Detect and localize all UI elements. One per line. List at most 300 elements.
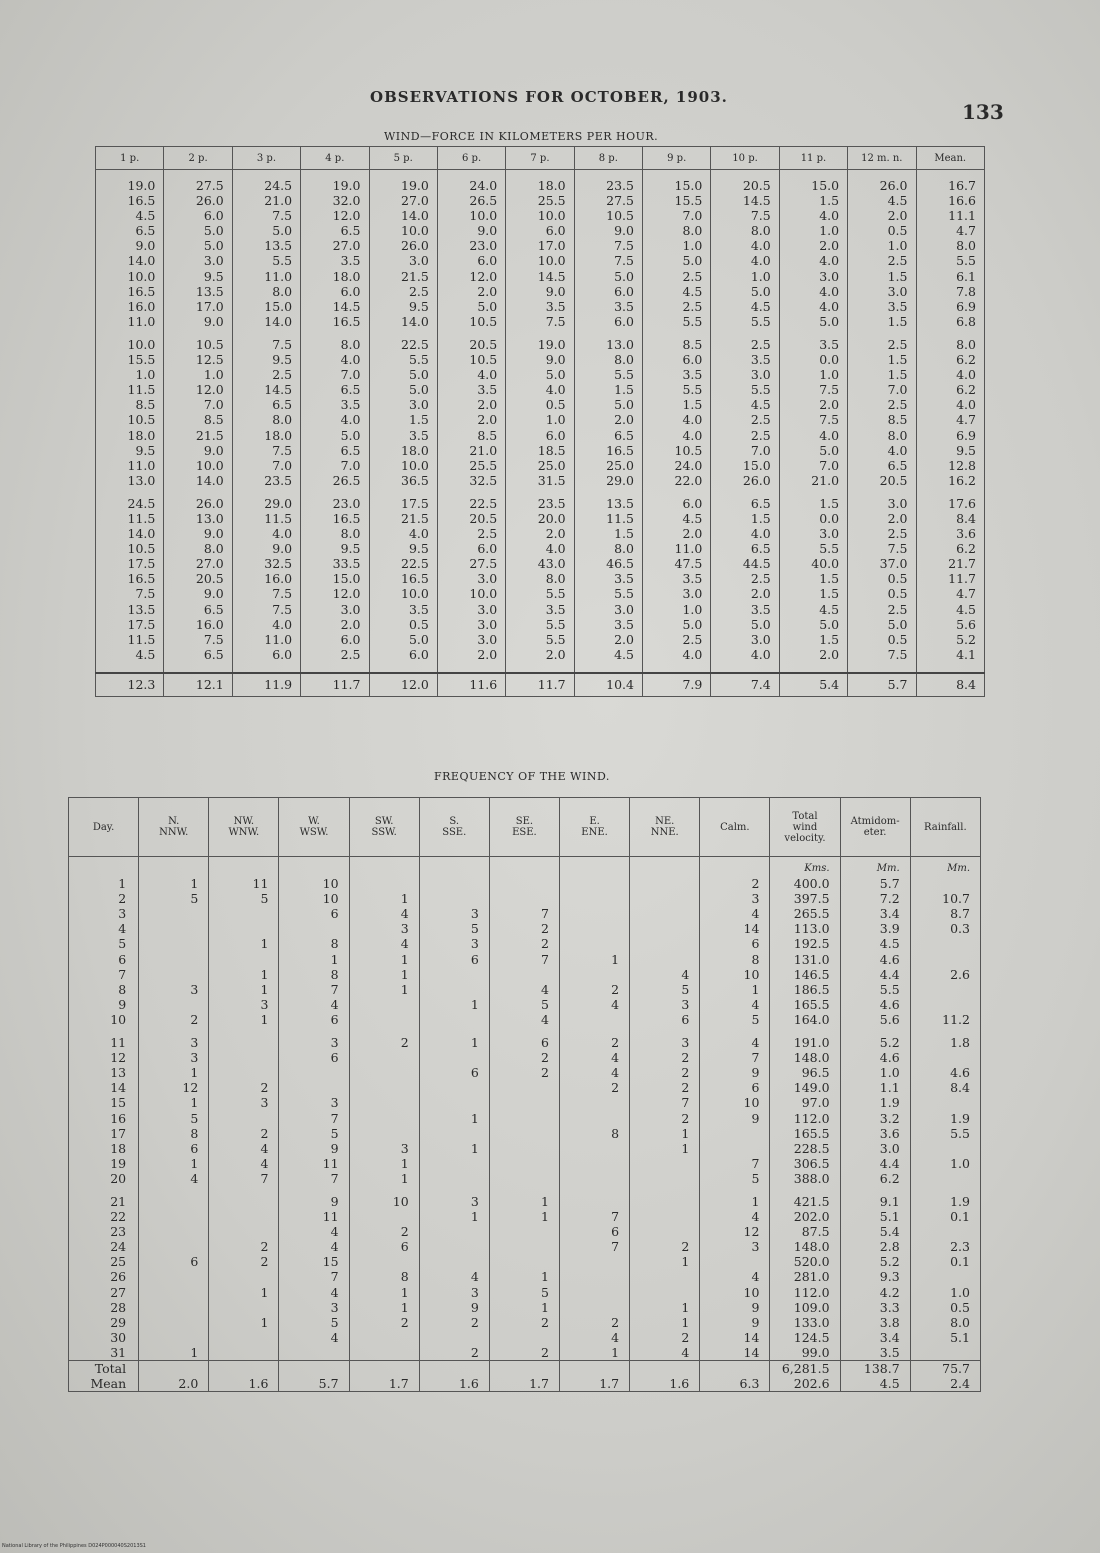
- frequency-cell: 9.1: [840, 1186, 910, 1209]
- wind-force-cell: 8.5: [643, 329, 711, 352]
- frequency-cell: 3.0: [840, 1141, 910, 1156]
- frequency-cell: [489, 1126, 559, 1141]
- frequency-unit-cell: [489, 857, 559, 877]
- wind-force-cell: 19.0: [369, 170, 437, 194]
- frequency-day-cell: 21: [69, 1186, 139, 1209]
- wind-force-cell: 23.0: [301, 488, 369, 511]
- wind-frequency-body: [69, 857, 981, 1392]
- wind-force-cell: 1.0: [643, 238, 711, 253]
- wind-force-row: [96, 223, 985, 238]
- frequency-cell: 4: [349, 906, 419, 921]
- frequency-row: [69, 1095, 981, 1110]
- wind-force-cell: 3.0: [711, 367, 779, 382]
- frequency-cell: 2.8: [840, 1239, 910, 1254]
- wind-force-cell: 4.0: [848, 443, 916, 458]
- frequency-cell: 133.0: [770, 1315, 840, 1330]
- frequency-cell: 1: [279, 952, 349, 967]
- frequency-day-cell: Mean: [69, 1376, 139, 1392]
- frequency-cell: 1.0: [910, 1156, 980, 1171]
- frequency-column-header: [139, 798, 209, 857]
- wind-force-mean-cell: 7.9: [643, 673, 711, 697]
- wind-force-cell: 2.0: [437, 397, 505, 412]
- wind-force-cell: 10.0: [369, 223, 437, 238]
- wind-force-cell: 9.0: [164, 526, 232, 541]
- frequency-cell: [419, 1050, 489, 1065]
- frequency-row: [69, 1050, 981, 1065]
- frequency-column-header: [419, 798, 489, 857]
- wind-force-cell: 12.8: [916, 458, 985, 473]
- frequency-cell: 5: [489, 1285, 559, 1300]
- frequency-cell: 4: [559, 1065, 629, 1080]
- frequency-cell: [209, 1111, 279, 1126]
- wind-force-cell: 1.5: [779, 488, 847, 511]
- frequency-cell: [349, 1012, 419, 1027]
- frequency-row: [69, 936, 981, 951]
- frequency-cell: 8: [700, 952, 770, 967]
- frequency-cell: 4: [630, 1345, 700, 1361]
- wind-force-cell: 6.0: [643, 488, 711, 511]
- wind-force-row: [96, 428, 985, 443]
- wind-force-cell: 1.5: [848, 269, 916, 284]
- wind-force-cell: 5.0: [164, 223, 232, 238]
- wind-force-row: [96, 314, 985, 329]
- wind-force-cell: 3.5: [848, 299, 916, 314]
- frequency-cell: [139, 936, 209, 951]
- wind-force-cell: 16.0: [164, 617, 232, 632]
- wind-force-row: [96, 511, 985, 526]
- frequency-cell: [209, 1269, 279, 1284]
- wind-force-cell: 3.0: [711, 632, 779, 647]
- frequency-cell: [209, 1224, 279, 1239]
- frequency-cell: [910, 1269, 980, 1284]
- frequency-cell: 3: [630, 1027, 700, 1050]
- wind-force-row: [96, 617, 985, 632]
- frequency-cell: 7: [279, 1269, 349, 1284]
- wind-force-body: [96, 170, 985, 697]
- wind-force-cell: 6.5: [164, 647, 232, 673]
- frequency-cell: 10: [349, 1186, 419, 1209]
- frequency-cell: 1.1: [840, 1080, 910, 1095]
- wind-force-mean-cell: 11.7: [506, 673, 574, 697]
- frequency-cell: [559, 1186, 629, 1209]
- wind-force-cell: 14.0: [164, 473, 232, 488]
- frequency-cell: 4: [279, 1239, 349, 1254]
- frequency-cell: 9.3: [840, 1269, 910, 1284]
- wind-force-cell: 13.5: [574, 488, 642, 511]
- frequency-cell: 5: [139, 891, 209, 906]
- wind-force-cell: 11.0: [232, 632, 300, 647]
- wind-force-cell: 10.5: [96, 541, 164, 556]
- frequency-cell: 6: [489, 1027, 559, 1050]
- frequency-cell: [630, 876, 700, 891]
- frequency-cell: 2: [559, 1027, 629, 1050]
- frequency-cell: 8.0: [910, 1315, 980, 1330]
- frequency-cell: 2: [349, 1027, 419, 1050]
- frequency-header-line: ESE.: [512, 827, 537, 838]
- frequency-cell: [349, 1330, 419, 1345]
- wind-force-cell: 9.0: [232, 541, 300, 556]
- frequency-cell: 1: [419, 1111, 489, 1126]
- frequency-cell: [910, 876, 980, 891]
- wind-force-cell: 20.5: [437, 329, 505, 352]
- frequency-header-line: SSW.: [371, 827, 397, 838]
- wind-force-cell: 11.5: [96, 382, 164, 397]
- frequency-cell: 6: [419, 1065, 489, 1080]
- frequency-cell: [489, 1095, 559, 1110]
- frequency-day-cell: 9: [69, 997, 139, 1012]
- wind-force-cell: 10.5: [96, 412, 164, 427]
- frequency-cell: 186.5: [770, 982, 840, 997]
- frequency-cell: 1: [209, 982, 279, 997]
- wind-force-cell: 4.5: [643, 511, 711, 526]
- wind-force-cell: 3.0: [574, 602, 642, 617]
- frequency-header-line: Day.: [92, 821, 115, 833]
- frequency-cell: 3: [139, 982, 209, 997]
- wind-force-cell: 1.0: [779, 367, 847, 382]
- wind-force-cell: 3.5: [437, 382, 505, 397]
- frequency-cell: 2: [630, 1111, 700, 1126]
- wind-force-cell: 15.0: [232, 299, 300, 314]
- frequency-unit-cell: [419, 857, 489, 877]
- frequency-row: [69, 1186, 981, 1209]
- wind-force-cell: 11.5: [574, 511, 642, 526]
- wind-force-cell: 6.5: [232, 397, 300, 412]
- wind-force-cell: 6.5: [301, 223, 369, 238]
- frequency-cell: 6: [419, 952, 489, 967]
- frequency-cell: [559, 1361, 629, 1377]
- frequency-cell: 1: [630, 1126, 700, 1141]
- wind-force-cell: 11.1: [916, 208, 985, 223]
- frequency-cell: 7: [559, 1209, 629, 1224]
- wind-force-cell: 5.0: [848, 617, 916, 632]
- wind-force-cell: 4.0: [711, 647, 779, 673]
- wind-force-cell: 4.0: [779, 253, 847, 268]
- frequency-cell: [559, 1300, 629, 1315]
- wind-force-cell: 4.0: [232, 617, 300, 632]
- wind-force-cell: 4.0: [369, 526, 437, 541]
- wind-force-row: [96, 556, 985, 571]
- wind-force-cell: 1.5: [848, 314, 916, 329]
- frequency-cell: [349, 1080, 419, 1095]
- wind-force-cell: 6.0: [232, 647, 300, 673]
- wind-force-cell: 0.5: [848, 571, 916, 586]
- frequency-cell: 1: [559, 1345, 629, 1361]
- frequency-cell: [489, 967, 559, 982]
- wind-force-cell: 17.0: [164, 299, 232, 314]
- frequency-cell: 3.4: [840, 906, 910, 921]
- wind-force-cell: 3.5: [574, 617, 642, 632]
- wind-force-cell: 14.5: [711, 193, 779, 208]
- wind-force-cell: 1.0: [779, 223, 847, 238]
- frequency-cell: 3: [139, 1050, 209, 1065]
- wind-force-cell: 2.5: [643, 632, 711, 647]
- wind-force-mean-cell: 11.7: [301, 673, 369, 697]
- wind-force-cell: 6.0: [437, 541, 505, 556]
- frequency-cell: [489, 1156, 559, 1171]
- wind-force-cell: 6.0: [574, 314, 642, 329]
- frequency-cell: 2: [489, 936, 559, 951]
- frequency-cell: [419, 876, 489, 891]
- wind-force-cell: 18.0: [301, 269, 369, 284]
- wind-force-cell: 6.0: [369, 647, 437, 673]
- wind-force-cell: 4.0: [643, 647, 711, 673]
- wind-force-cell: 31.5: [506, 473, 574, 488]
- wind-force-cell: 5.5: [506, 632, 574, 647]
- frequency-cell: [630, 1285, 700, 1300]
- wind-force-cell: 2.5: [848, 397, 916, 412]
- wind-force-cell: 2.0: [437, 647, 505, 673]
- wind-force-cell: 0.5: [369, 617, 437, 632]
- frequency-cell: [630, 906, 700, 921]
- frequency-cell: [139, 1315, 209, 1330]
- frequency-cell: 6: [279, 1050, 349, 1065]
- wind-force-cell: 5.0: [164, 238, 232, 253]
- frequency-day-cell: 7: [69, 967, 139, 982]
- frequency-day-cell: 23: [69, 1224, 139, 1239]
- frequency-cell: [910, 1141, 980, 1156]
- frequency-cell: [139, 1186, 209, 1209]
- frequency-cell: 2: [489, 1315, 559, 1330]
- wind-force-cell: 6.0: [574, 284, 642, 299]
- wind-force-cell: 7.5: [574, 253, 642, 268]
- wind-force-mean-cell: 11.9: [232, 673, 300, 697]
- wind-force-cell: 25.5: [437, 458, 505, 473]
- frequency-cell: 2: [559, 982, 629, 997]
- wind-force-cell: 5.5: [643, 382, 711, 397]
- wind-force-cell: 11.0: [232, 269, 300, 284]
- frequency-cell: [700, 1254, 770, 1269]
- frequency-cell: [910, 997, 980, 1012]
- wind-force-column-header: Mean.: [916, 147, 985, 170]
- wind-force-cell: 6.0: [437, 253, 505, 268]
- frequency-cell: [209, 952, 279, 967]
- frequency-row: [69, 1156, 981, 1171]
- wind-force-cell: 7.5: [232, 208, 300, 223]
- wind-force-cell: 9.0: [437, 223, 505, 238]
- wind-force-cell: 13.5: [164, 284, 232, 299]
- frequency-cell: 3: [279, 1300, 349, 1315]
- frequency-cell: 1: [630, 1141, 700, 1156]
- frequency-row: [69, 876, 981, 891]
- frequency-cell: [630, 1209, 700, 1224]
- frequency-cell: 9: [279, 1186, 349, 1209]
- frequency-header-line: wind: [792, 821, 818, 833]
- frequency-cell: [419, 1080, 489, 1095]
- wind-force-cell: 3.5: [369, 428, 437, 443]
- frequency-cell: 8.7: [910, 906, 980, 921]
- frequency-cell: 99.0: [770, 1345, 840, 1361]
- wind-force-cell: 6.0: [506, 428, 574, 443]
- wind-force-cell: 20.5: [437, 511, 505, 526]
- wind-force-cell: 4.0: [711, 238, 779, 253]
- frequency-cell: 165.5: [770, 997, 840, 1012]
- wind-force-cell: 10.0: [369, 586, 437, 601]
- frequency-cell: [910, 1095, 980, 1110]
- wind-force-cell: 5.0: [711, 284, 779, 299]
- wind-force-cell: 24.5: [232, 170, 300, 194]
- frequency-cell: 3.9: [840, 921, 910, 936]
- frequency-cell: 4.6: [840, 952, 910, 967]
- wind-force-cell: 7.5: [848, 541, 916, 556]
- frequency-cell: 1.6: [419, 1376, 489, 1392]
- frequency-cell: 15: [279, 1254, 349, 1269]
- wind-force-cell: 3.5: [369, 602, 437, 617]
- wind-force-column-header: 1 p.: [96, 147, 164, 170]
- wind-force-cell: 6.5: [711, 488, 779, 511]
- frequency-day-cell: 10: [69, 1012, 139, 1027]
- frequency-row: [69, 967, 981, 982]
- frequency-cell: 2: [419, 1315, 489, 1330]
- frequency-cell: [630, 952, 700, 967]
- frequency-cell: 6: [700, 936, 770, 951]
- frequency-day-cell: 27: [69, 1285, 139, 1300]
- wind-force-cell: 10.5: [437, 352, 505, 367]
- wind-force-cell: 27.0: [369, 193, 437, 208]
- frequency-header-line: WNW.: [228, 827, 260, 838]
- frequency-cell: 1: [489, 1186, 559, 1209]
- wind-force-cell: 3.5: [711, 352, 779, 367]
- frequency-cell: [630, 1171, 700, 1186]
- frequency-cell: [209, 906, 279, 921]
- frequency-header-line: WSW.: [299, 827, 329, 838]
- wind-force-cell: 7.0: [779, 458, 847, 473]
- wind-force-cell: 3.5: [643, 367, 711, 382]
- frequency-cell: 4.6: [910, 1065, 980, 1080]
- frequency-unit-cell: Mm.: [910, 857, 980, 877]
- wind-force-cell: 13.0: [574, 329, 642, 352]
- wind-force-cell: 16.6: [916, 193, 985, 208]
- frequency-cell: [489, 1111, 559, 1126]
- frequency-title: FREQUENCY OF THE WIND.: [434, 770, 610, 783]
- wind-force-cell: 23.0: [437, 238, 505, 253]
- wind-force-cell: 8.0: [232, 412, 300, 427]
- frequency-cell: 5.5: [910, 1126, 980, 1141]
- frequency-cell: 3: [419, 1186, 489, 1209]
- frequency-row: [69, 1171, 981, 1186]
- frequency-cell: [139, 921, 209, 936]
- wind-force-cell: 3.0: [164, 253, 232, 268]
- frequency-cell: [209, 1065, 279, 1080]
- frequency-day-cell: 28: [69, 1300, 139, 1315]
- wind-force-cell: 9.0: [574, 223, 642, 238]
- frequency-cell: [209, 1300, 279, 1315]
- frequency-cell: 3.2: [840, 1111, 910, 1126]
- wind-force-cell: 6.5: [301, 382, 369, 397]
- wind-force-cell: 10.5: [643, 443, 711, 458]
- wind-force-cell: 6.0: [164, 208, 232, 223]
- wind-force-cell: 5.5: [574, 367, 642, 382]
- wind-force-row: [96, 602, 985, 617]
- frequency-cell: [419, 1171, 489, 1186]
- frequency-header-line: Rainfall.: [924, 821, 967, 833]
- frequency-row: [69, 1065, 981, 1080]
- wind-force-column-header: 2 p.: [164, 147, 232, 170]
- frequency-cell: [209, 1050, 279, 1065]
- frequency-day-cell: 5: [69, 936, 139, 951]
- frequency-header-line: Calm.: [720, 821, 750, 833]
- wind-force-cell: 22.5: [369, 329, 437, 352]
- frequency-header-line: velocity.: [784, 832, 826, 844]
- wind-force-mean-cell: 10.4: [574, 673, 642, 697]
- frequency-cell: [489, 1224, 559, 1239]
- frequency-column-header: [840, 798, 910, 857]
- wind-force-row: [96, 170, 985, 194]
- wind-force-cell: 3.0: [437, 571, 505, 586]
- frequency-cell: 2: [349, 1224, 419, 1239]
- wind-force-cell: 0.5: [848, 223, 916, 238]
- wind-force-cell: 10.0: [506, 208, 574, 223]
- frequency-cell: [559, 967, 629, 982]
- frequency-cell: 5: [700, 1012, 770, 1027]
- wind-force-cell: 22.0: [643, 473, 711, 488]
- frequency-cell: 9: [700, 1315, 770, 1330]
- wind-force-cell: 2.5: [711, 329, 779, 352]
- wind-force-cell: 10.0: [96, 269, 164, 284]
- frequency-cell: 1: [349, 891, 419, 906]
- frequency-column-header: [700, 798, 770, 857]
- wind-force-cell: 5.6: [916, 617, 985, 632]
- frequency-cell: 5.7: [840, 876, 910, 891]
- frequency-cell: 1: [489, 1300, 559, 1315]
- wind-force-cell: 2.0: [643, 526, 711, 541]
- frequency-cell: 1: [139, 1345, 209, 1361]
- frequency-cell: [559, 876, 629, 891]
- wind-force-cell: 4.5: [916, 602, 985, 617]
- frequency-cell: 1: [349, 1171, 419, 1186]
- frequency-cell: 5.4: [840, 1224, 910, 1239]
- wind-force-cell: 7.0: [301, 367, 369, 382]
- frequency-cell: 4: [700, 1209, 770, 1224]
- frequency-cell: 0.3: [910, 921, 980, 936]
- wind-force-cell: 5.5: [369, 352, 437, 367]
- wind-force-cell: 6.0: [643, 352, 711, 367]
- frequency-cell: 2.3: [910, 1239, 980, 1254]
- wind-force-cell: 2.0: [574, 632, 642, 647]
- frequency-cell: [559, 1095, 629, 1110]
- frequency-cell: 7: [700, 1050, 770, 1065]
- wind-force-cell: 4.0: [779, 428, 847, 443]
- wind-force-cell: 2.0: [301, 617, 369, 632]
- wind-force-cell: 5.5: [643, 314, 711, 329]
- frequency-day-cell: 14: [69, 1080, 139, 1095]
- frequency-cell: 7: [559, 1239, 629, 1254]
- wind-force-cell: 4.0: [643, 412, 711, 427]
- frequency-header-line: NNE.: [650, 827, 679, 838]
- wind-force-cell: 7.5: [232, 602, 300, 617]
- wind-force-cell: 18.0: [96, 428, 164, 443]
- frequency-cell: 4: [700, 997, 770, 1012]
- frequency-cell: 4: [700, 906, 770, 921]
- wind-force-cell: 2.0: [711, 586, 779, 601]
- frequency-day-cell: 1: [69, 876, 139, 891]
- wind-force-cell: 9.5: [164, 269, 232, 284]
- frequency-cell: 1.9: [840, 1095, 910, 1110]
- wind-force-cell: 5.0: [711, 617, 779, 632]
- wind-force-cell: 19.0: [506, 329, 574, 352]
- wind-force-cell: 8.4: [916, 511, 985, 526]
- wind-force-header-row: [96, 147, 985, 170]
- wind-force-cell: 9.0: [164, 314, 232, 329]
- frequency-cell: 165.5: [770, 1126, 840, 1141]
- frequency-cell: 6: [349, 1239, 419, 1254]
- wind-force-cell: 5.0: [369, 382, 437, 397]
- frequency-cell: [349, 1126, 419, 1141]
- wind-force-cell: 5.0: [779, 617, 847, 632]
- wind-force-cell: 15.5: [96, 352, 164, 367]
- frequency-cell: 4: [139, 1171, 209, 1186]
- wind-force-cell: 5.0: [301, 428, 369, 443]
- frequency-cell: [630, 1186, 700, 1209]
